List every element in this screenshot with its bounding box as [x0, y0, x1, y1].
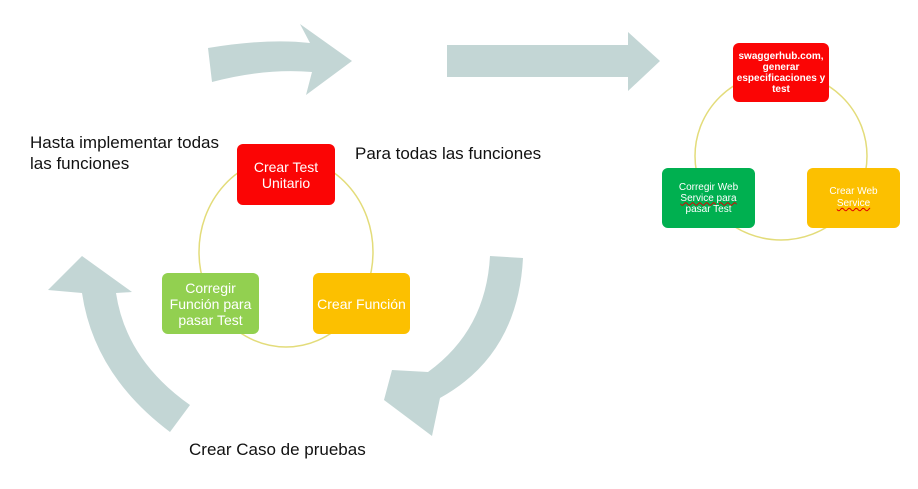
- right-straight-arrow: [447, 32, 660, 91]
- label-for-all-functions: Para todas las funciones: [355, 144, 542, 163]
- create-function-box: [313, 273, 410, 334]
- create-web-service-line1: Crear Web: [829, 186, 878, 197]
- fix-web-service-line3: pasar Test: [685, 203, 732, 215]
- fix-function-box: [162, 273, 259, 334]
- create-function-text: Crear Función: [317, 295, 406, 312]
- fix-web-service-line2: Service para: [680, 192, 737, 204]
- fix-function-text: Corregir Función para pasar Test: [169, 279, 252, 328]
- swaggerhub-box: [733, 43, 829, 102]
- fix-web-service-line1: Corregir Web: [678, 181, 739, 193]
- top-curved-arrow: [208, 24, 352, 95]
- create-web-service-box: [807, 168, 900, 228]
- create-unit-test-text: Crear Test Unitario: [253, 158, 319, 191]
- fix-web-service-box: [662, 168, 755, 228]
- swaggerhub-text: swaggerhub.com, generar especificaciones y test: [736, 50, 826, 95]
- label-create-test-case: Crear Caso de pruebas: [189, 440, 366, 459]
- create-unit-test-box: [237, 144, 335, 205]
- label-loop-until: Hasta implementar todas las funciones: [30, 133, 219, 173]
- create-web-service-line2: Service: [836, 198, 871, 209]
